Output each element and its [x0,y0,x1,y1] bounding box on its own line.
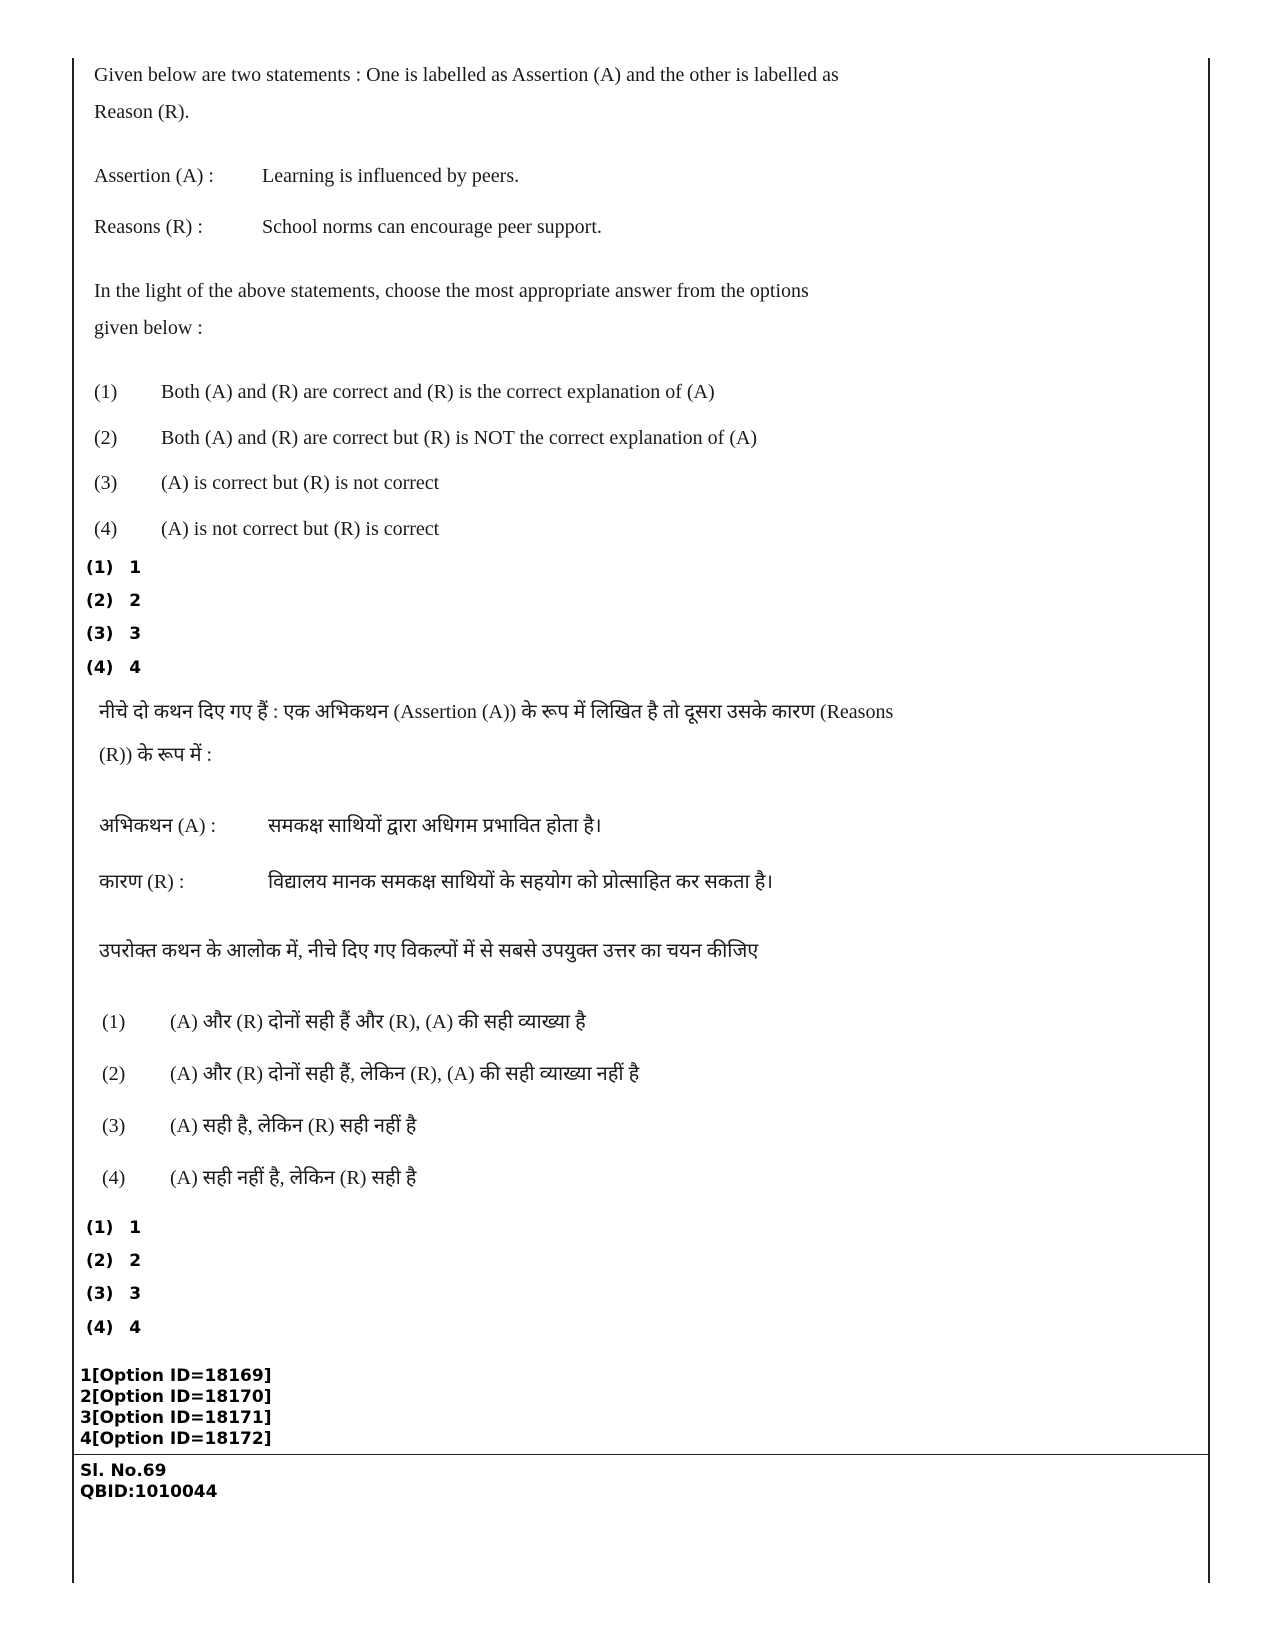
option-number: (3) [102,1115,126,1137]
answer-choice-number: (1) [86,1218,114,1238]
option-number: (4) [102,1167,126,1189]
answer-choice[interactable] [86,1218,141,1238]
option-text: (A) is correct but (R) is not correct [161,472,440,494]
option-text: (A) और (R) दोनों सही हैं, लेकिन (R), (A) की सही व्याख्या नहीं है [170,1063,640,1085]
option-number: (2) [94,427,118,449]
english-reason-text: School norms can encourage peer support. [262,216,602,238]
option-id-list [80,1366,271,1450]
option-id: 4[Option ID=18172] [80,1429,272,1449]
option-number: (2) [102,1063,126,1085]
answer-choice[interactable] [86,558,141,578]
english-intro-line2: Reason (R). [94,101,190,123]
qbid: QBID:1010044 [80,1482,218,1502]
answer-choice[interactable] [86,1318,141,1338]
hindi-instruction: उपरोक्त कथन के आलोक में, नीचे दिए गए विकल्पों में से सबसे उपयुक्त उत्तर का चयन कीजिए [99,940,759,962]
answer-choice-value: 2 [129,591,142,611]
option-text: Both (A) and (R) are correct but (R) is NOT the correct explanation of (A) [161,427,758,449]
english-assertion-label: Assertion (A) : [94,165,214,187]
answer-choice[interactable] [86,1251,141,1271]
option-text: (A) सही है, लेकिन (R) सही नहीं है [170,1115,417,1137]
english-intro-line1: Given below are two statements : One is labelled as Assertion (A) and the other is labelled as [94,64,839,86]
answer-choice[interactable] [86,658,141,678]
english-assertion-text: Learning is influenced by peers. [262,165,520,187]
answer-choice-number: (4) [86,658,114,678]
answer-choice[interactable] [86,591,141,611]
section-divider [74,1454,1208,1455]
serial-number: Sl. No.69 [80,1461,167,1481]
option-id: 1[Option ID=18169] [80,1366,272,1386]
option-text: (A) is not correct but (R) is correct [161,518,440,540]
hindi-intro-line1: नीचे दो कथन दिए गए हैं : एक अभिकथन (Assertion (A)) के रूप में लिखित है तो दूसरा उसके कारण (Reasons [99,701,894,723]
answer-choice-number: (1) [86,558,114,578]
option-number: (1) [94,381,118,403]
option-number: (1) [102,1011,126,1033]
english-instruction-line1: In the light of the above statements, choose the most appropriate answer from the options [94,280,809,302]
option-id: 2[Option ID=18170] [80,1387,272,1407]
hindi-assertion-label: अभिकथन (A) : [99,815,217,837]
option-text: (A) सही नहीं है, लेकिन (R) सही है [170,1167,417,1189]
answer-choice-value: 4 [129,658,142,678]
answer-choice-number: (4) [86,1318,114,1338]
answer-choice-value: 1 [129,558,142,578]
answer-choice-value: 1 [129,1218,142,1238]
answer-choice[interactable] [86,624,141,644]
english-instruction-line2: given below : [94,317,203,339]
hindi-assertion-text: समकक्ष साथियों द्वारा अधिगम प्रभावित होता है। [268,815,602,837]
hindi-intro-line2: (R)) के रूप में : [99,744,213,766]
answer-choice-number: (2) [86,591,114,611]
hindi-reason-text: विद्यालय मानक समकक्ष साथियों के सहयोग को प्रोत्साहित कर सकता है। [268,871,773,893]
hindi-reason-label: कारण (R) : [99,871,185,893]
answer-choice-number: (3) [86,624,114,644]
answer-choice-value: 2 [129,1251,142,1271]
question-frame [72,58,1210,1583]
option-id: 3[Option ID=18171] [80,1408,272,1428]
option-text: Both (A) and (R) are correct and (R) is the correct explanation of (A) [161,381,715,403]
answer-choice-number: (2) [86,1251,114,1271]
answer-choice-value: 4 [129,1318,142,1338]
answer-choice-value: 3 [129,624,142,644]
english-reason-label: Reasons (R) : [94,216,203,238]
question-footer [80,1461,217,1503]
option-number: (4) [94,518,118,540]
answer-choice[interactable] [86,1284,141,1304]
answer-choice-number: (3) [86,1284,114,1304]
option-number: (3) [94,472,118,494]
answer-choice-value: 3 [129,1284,142,1304]
option-text: (A) और (R) दोनों सही हैं और (R), (A) की सही व्याख्या है [170,1011,586,1033]
